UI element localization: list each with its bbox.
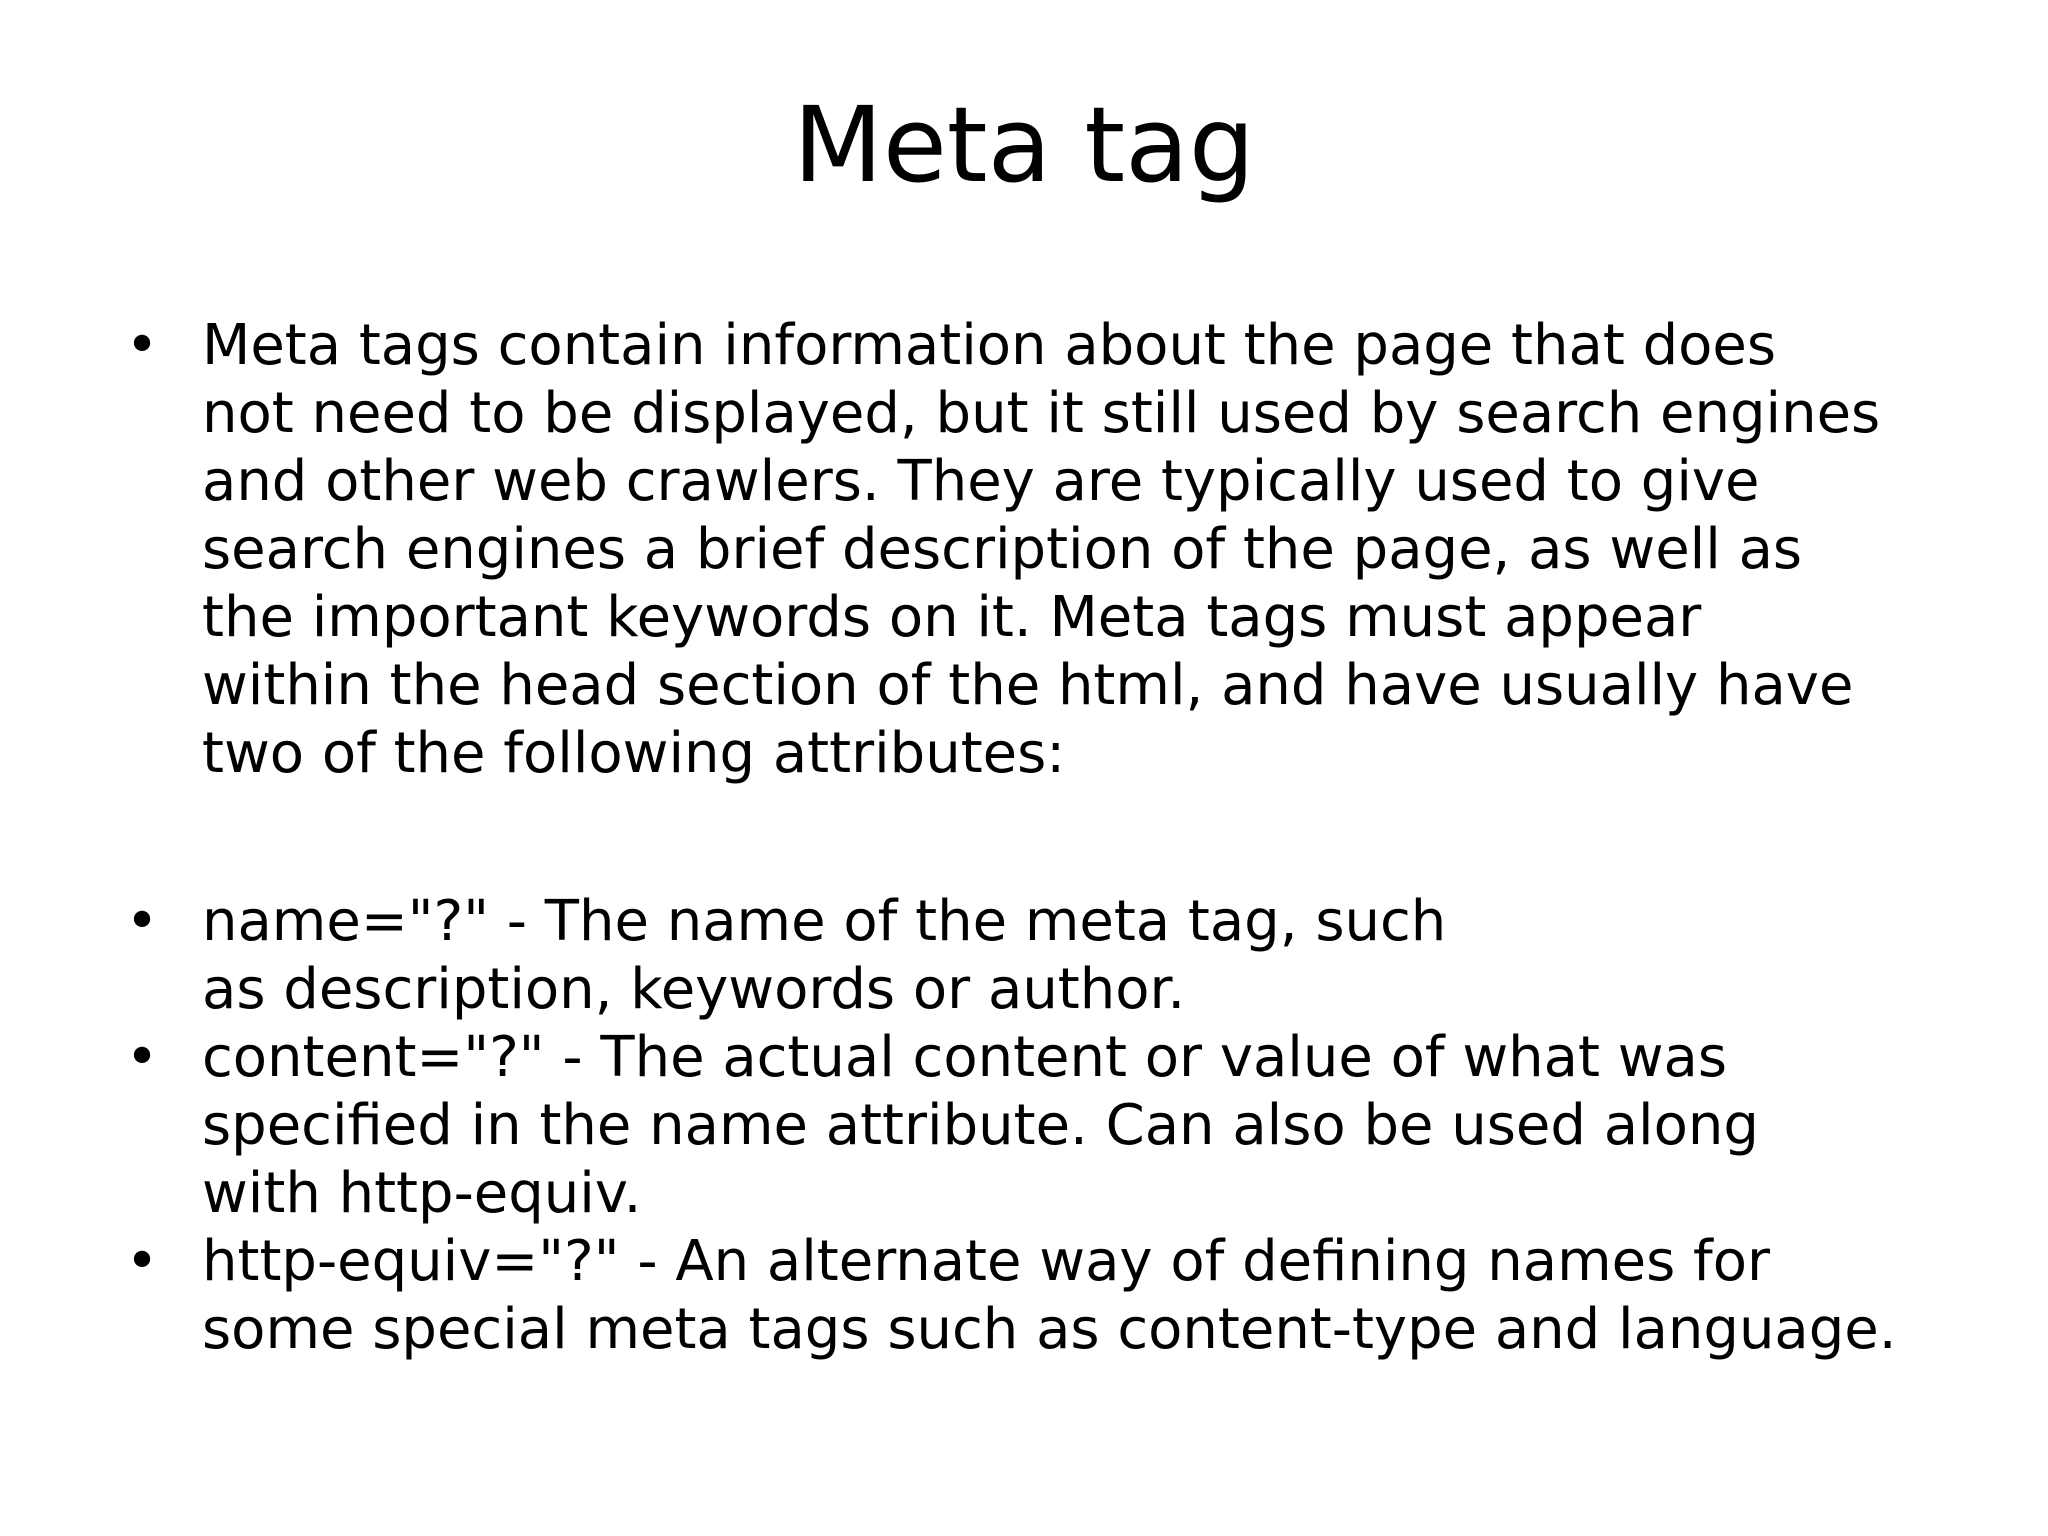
bullet-line: within the head section of the html, and have usually have (202, 653, 1854, 718)
bullet-line: with http-equiv. (202, 1161, 642, 1226)
bullet-icon: • (125, 313, 159, 378)
bullet-item-http-equiv-attribute (122, 1228, 1952, 1364)
bullet-icon: • (125, 1229, 159, 1294)
bullet-line: content="?" - The actual content or value of what was (202, 1025, 1728, 1090)
bullet-icon: • (125, 1025, 159, 1090)
bullet-line: Meta tags contain information about the page that does (202, 313, 1777, 378)
bullet-line: the important keywords on it. Meta tags must appear (202, 585, 1702, 650)
bullet-line: http-equiv="?" - An alternate way of defining names for (202, 1229, 1771, 1294)
bullet-item-meta-tags-intro (122, 312, 1952, 788)
bullet-item-content-attribute (122, 1024, 1952, 1228)
bullet-icon: • (125, 889, 159, 954)
bullet-line: not need to be displayed, but it still used by search engines (202, 381, 1881, 446)
bullet-line: specified in the name attribute. Can also be used along (202, 1093, 1759, 1158)
bullet-line: two of the following attributes: (202, 721, 1066, 786)
bullet-line: and other web crawlers. They are typically used to give (202, 449, 1760, 514)
bullet-line: name="?" - The name of the meta tag, such (202, 889, 1447, 954)
bullet-list (122, 312, 1952, 1364)
bullet-item-name-attribute (122, 888, 1952, 1024)
bullet-line: as description, keywords or author. (202, 957, 1186, 1022)
slide-title: Meta tag (793, 84, 1255, 206)
bullet-line: some special meta tags such as content-type and language. (202, 1297, 1897, 1362)
bullet-line: search engines a brief description of the page, as well as (202, 517, 1803, 582)
